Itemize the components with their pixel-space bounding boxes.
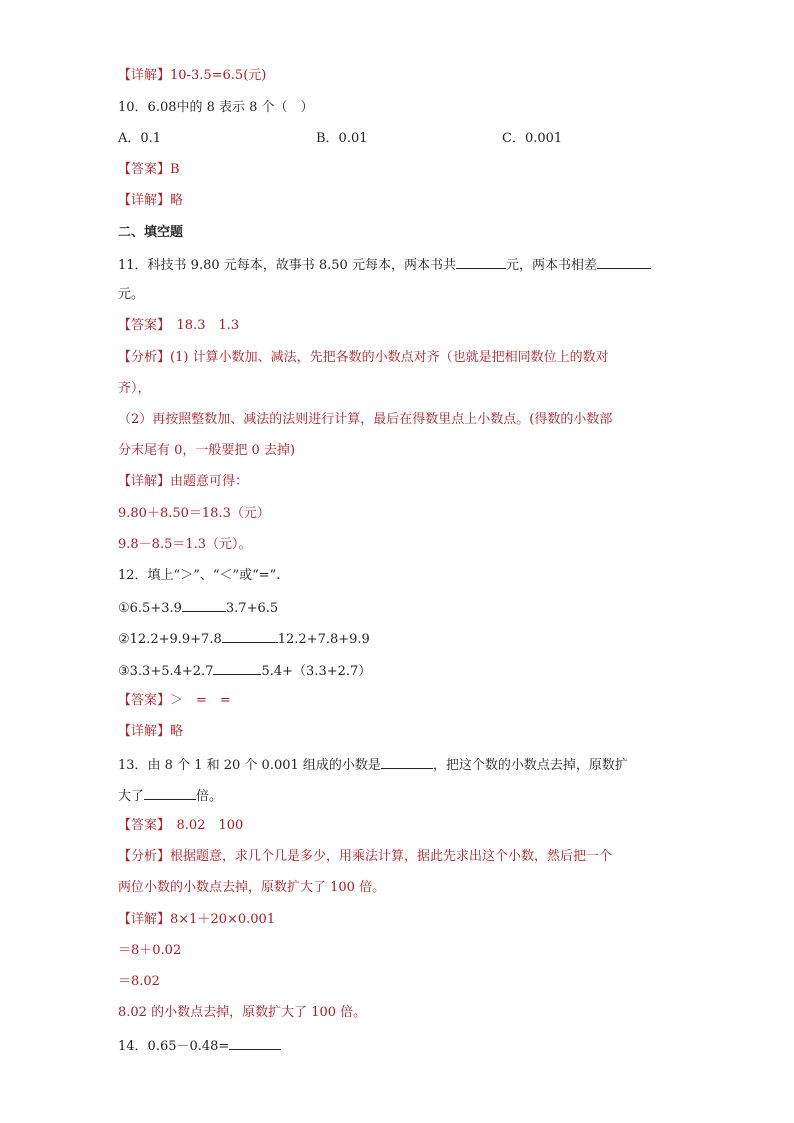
- question-13-cont: [118, 787, 222, 805]
- question-11-cont: 元。: [118, 287, 145, 302]
- detail-tag: 【详解】: [118, 68, 171, 83]
- detail-tag: 【详解】: [118, 912, 171, 927]
- option-b: B．0.01: [316, 131, 368, 146]
- answer-blank[interactable]: [222, 630, 278, 643]
- answer-line: [118, 162, 180, 178]
- detail-text: 8×1＋20×0.001: [170, 912, 276, 927]
- detail-line: [118, 193, 183, 209]
- question-text: ，把这个数的小数点去掉，原数扩: [432, 758, 628, 773]
- calculation-line: ＝8.02: [118, 974, 160, 989]
- calculation-line: 9.8－8.5＝1.3（元）。: [118, 537, 252, 552]
- question-text: 14．0.65－0.48=: [118, 1039, 230, 1054]
- detail-text: 由题意可得：: [170, 474, 249, 489]
- analysis-tag: 【分析】: [118, 849, 171, 864]
- answer-line: [118, 318, 239, 334]
- detail-text: 10-3.5=6.5(元): [170, 68, 267, 83]
- answer-blank[interactable]: [381, 756, 433, 769]
- question-13: [118, 756, 628, 774]
- question-14: [118, 1037, 281, 1055]
- detail-tag: 【详解】: [118, 193, 171, 208]
- analysis-line: [118, 350, 609, 366]
- analysis-line: [118, 849, 612, 865]
- detail-line: [118, 68, 266, 84]
- detail-tag: 【详解】: [118, 474, 171, 489]
- detail-text: 略: [170, 193, 184, 208]
- answer-blank[interactable]: [213, 662, 261, 675]
- answer-line: [118, 693, 231, 709]
- answer-blank[interactable]: [456, 256, 506, 269]
- expression-left: ③3.3+5.4+2.7: [118, 664, 214, 679]
- expression-right: 5.4+（3.3+2.7）: [261, 664, 372, 679]
- question-10: 10．6.08中的 8 表示 8 个（ ）: [118, 100, 314, 115]
- answer-text: B: [170, 162, 180, 177]
- analysis-line: 两位小数的小数点去掉，原数扩大了 100 倍。: [118, 880, 386, 895]
- analysis-line: 齐），: [118, 381, 151, 396]
- question-12-item-1: [118, 599, 278, 617]
- calculation-line: ＝8＋0.02: [118, 943, 182, 958]
- question-12: 12．填上“＞”、“＜”或“=”.: [118, 568, 281, 583]
- question-text: 元，两本书相差: [505, 258, 597, 273]
- detail-line: [118, 724, 183, 740]
- expression-left: ①6.5+3.9: [118, 601, 182, 616]
- analysis-line: （2）再按照整数加、减法的法则进行计算，最后在得数里点上小数点。(得数的小数部: [118, 412, 613, 427]
- option-c: C．0.001: [502, 131, 563, 146]
- answer-tag: 【答案】: [118, 693, 171, 708]
- calculation-line: 8.02 的小数点去掉，原数扩大了 100 倍。: [118, 1005, 367, 1020]
- answer-text: 18.3 1.3: [163, 318, 240, 333]
- answer-text: 8.02 100: [163, 818, 244, 833]
- answer-tag: 【答案】: [118, 818, 164, 833]
- answer-blank[interactable]: [229, 1037, 281, 1050]
- answer-tag: 【答案】: [118, 318, 164, 333]
- expression-left: ②12.2+9.9+7.8: [118, 632, 222, 647]
- question-text: 大了: [118, 789, 145, 804]
- question-12-item-3: [118, 662, 371, 680]
- analysis-tag: 【分析】: [118, 350, 171, 365]
- question-text: 11．科技书 9.80 元每本，故事书 8.50 元每本，两本书共: [118, 258, 456, 273]
- answer-blank[interactable]: [597, 256, 651, 269]
- detail-text: 略: [170, 724, 184, 739]
- question-11: [118, 256, 651, 274]
- detail-tag: 【详解】: [118, 724, 171, 739]
- answer-line: [118, 818, 243, 834]
- analysis-text: 根据题意，求几个几是多少，用乘法计算，据此先求出这个小数，然后把一个: [170, 849, 613, 864]
- answer-text: ＞ = =: [170, 693, 231, 708]
- question-text: 倍。: [196, 789, 223, 804]
- answer-tag: 【答案】: [118, 162, 171, 177]
- answer-blank[interactable]: [182, 599, 226, 612]
- option-a: A．0.1: [118, 131, 162, 146]
- section-heading: 二、填空题: [118, 225, 184, 240]
- expression-right: 12.2+7.8+9.9: [277, 632, 370, 647]
- analysis-line: 分末尾有 0，一般要把 0 去掉): [118, 443, 296, 458]
- detail-line: [118, 474, 248, 490]
- analysis-text: (1) 计算小数加、减法，先把各数的小数点对齐（也就是把相同数位上的数对: [170, 350, 609, 365]
- question-12-item-2: [118, 630, 370, 648]
- expression-right: 3.7+6.5: [225, 601, 279, 616]
- question-text: 13．由 8 个 1 和 20 个 0.001 组成的小数是: [118, 758, 381, 773]
- detail-line: [118, 912, 275, 928]
- calculation-line: 9.80＋8.50＝18.3（元）: [118, 506, 270, 521]
- question-10-options: [118, 131, 562, 147]
- answer-blank[interactable]: [144, 787, 196, 800]
